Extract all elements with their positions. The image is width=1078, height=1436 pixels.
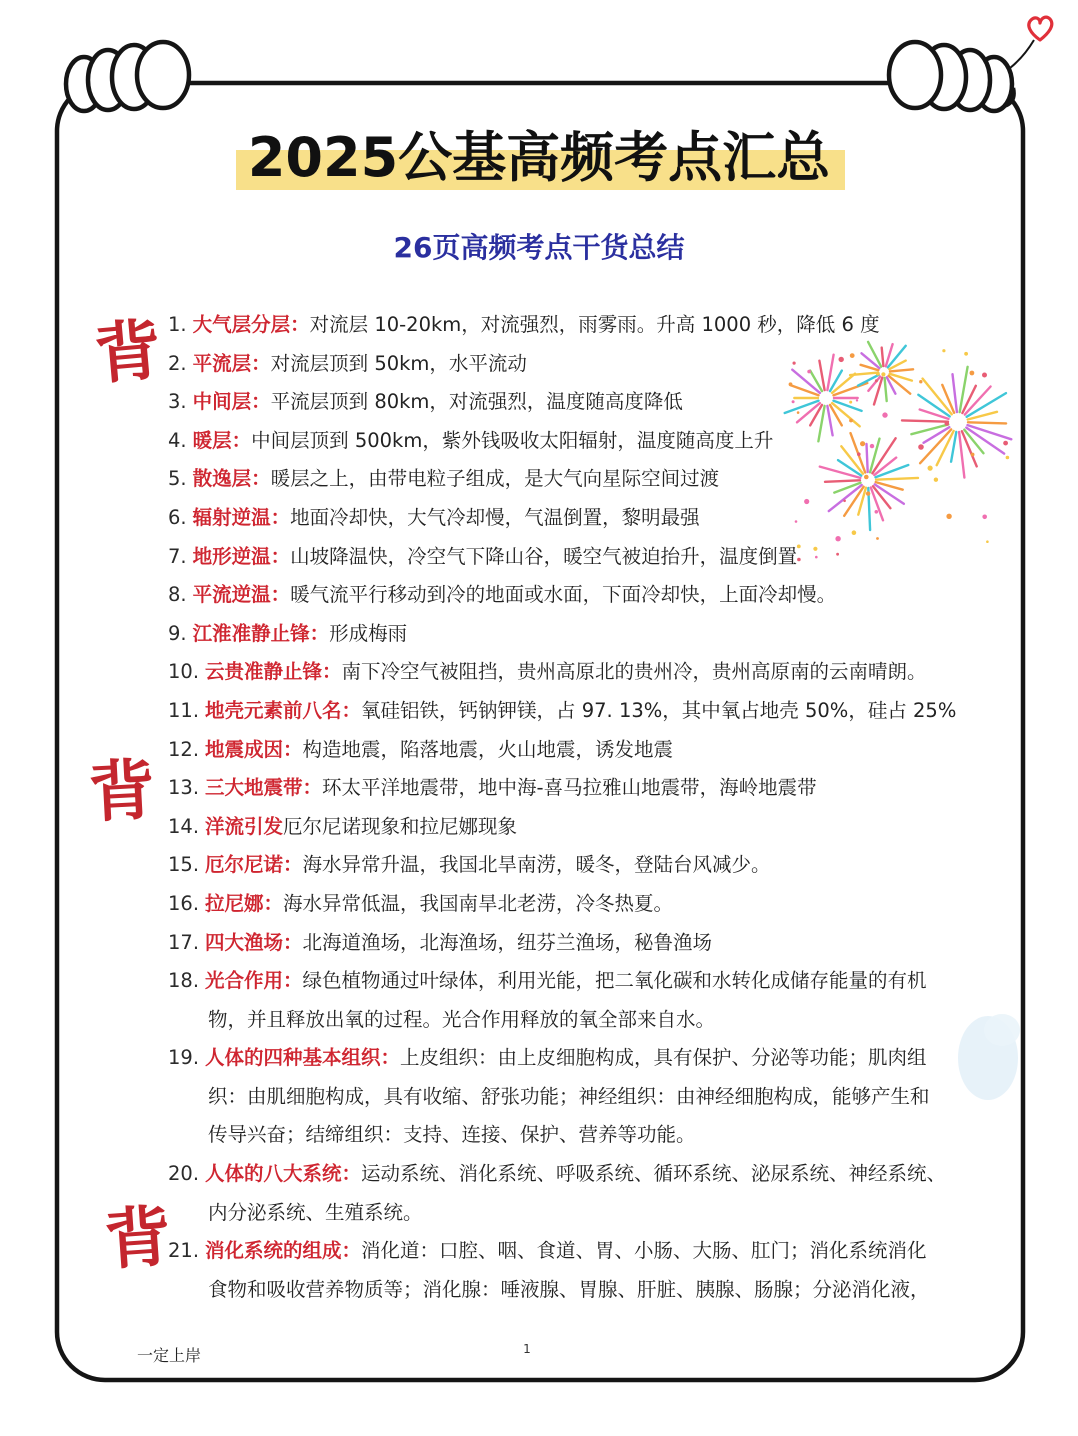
list-item [168,846,968,885]
item-term: 暖层： [192,428,252,452]
item-term: 三大地震带： [205,776,323,800]
item-first-line [168,924,968,963]
item-description: 中间层顶到 500km，紫外钱吸收太阳辐射，温度随高度上升 [251,428,774,452]
item-first-line [168,538,968,577]
sparkle-dot [1006,456,1010,460]
item-term: 人体的八大系统： [205,1162,362,1186]
firework-ray [968,422,1006,423]
list-item [168,1155,968,1232]
item-term: 大气层分层： [192,313,310,336]
item-first-line [168,731,968,770]
item-term: 江淮准静止锋： [192,621,330,645]
item-description: 对流层顶到 50km，水平流动 [270,351,527,375]
item-description: 消化道：口腔、咽、食道、胃、小肠、大肠、肛门；消化系统消化 [361,1239,927,1263]
item-term: 地震成因： [205,737,303,761]
item-number: 1. [168,313,187,336]
item-description: 暖层之上，由带电粒子组成，是大气向星际空间过渡 [270,467,720,491]
sparkle-dot [986,540,989,543]
item-term: 云贵准静止锋： [205,660,342,684]
heart-string [1010,40,1034,68]
item-description: 环太平洋地震带，地中海-喜马拉雅山地震带，海岭地震带 [322,776,817,800]
memorize-mark: 背 [91,310,165,394]
item-first-line [168,1155,968,1194]
item-first-line [168,460,968,499]
list-item [168,306,968,345]
page-subtitle: 26页高频考点干货总结 [393,231,685,264]
item-first-line [168,383,968,422]
item-number: 3. [168,390,187,414]
item-description: 绿色植物通过叶绿体，利用光能，把二氧化碳和水转化成储存能量的有机 [302,969,927,993]
key-points-list [168,306,968,1309]
item-term: 平流层： [192,351,271,375]
item-number: 11. [168,698,200,722]
item-first-line [168,692,968,731]
item-description: 对流层 10-20km，对流强烈，雨雾雨。升高 1000 秒，降低 6 度 [309,313,880,336]
item-description: 构造地震，陷落地震，火山地震，诱发地震 [302,737,674,761]
coil-loop [889,42,941,108]
blob-shape [984,1014,1020,1046]
item-number: 13. [168,776,200,800]
item-first-line [168,808,968,847]
item-number: 2. [168,351,187,375]
list-item [168,885,968,924]
item-continuation-line: 传导兴奋；结缔组织：支持、连接、保护、营养等功能。 [208,1123,696,1147]
sparkle-dot [982,515,987,520]
item-continuation-line: 织：由肌细胞构成，具有收缩、舒张功能；神经组织：由神经细胞构成，能够产生和 [208,1084,930,1108]
sparkle-dot [970,371,975,376]
sparkle-dot [971,453,975,457]
item-description: 氧硅铝铁，钙钠钾镁，占 97. 13%，其中氧占地壳 50%，硅占 25% [361,698,957,722]
item-term: 拉尼娜： [205,891,284,915]
list-item [168,460,968,499]
page-number: 1 [523,1342,531,1356]
item-continuation-line: 内分泌系统、生殖系统。 [208,1200,423,1224]
item-description: 海水异常升温，我国北旱南涝，暖冬，登陆台风减少。 [302,853,771,877]
item-term: 地形逆温： [192,544,291,568]
item-number: 5. [168,467,187,491]
item-term: 平流逆温： [192,583,291,607]
list-item [168,576,968,615]
item-term: 厄尔尼诺： [205,853,303,877]
item-number: 18. [168,969,200,993]
item-first-line [168,422,968,461]
item-term: 中间层： [192,390,271,414]
item-first-line [168,653,968,692]
item-description: 厄尔尼诺现象和拉尼娜现象 [283,814,518,838]
spiral-coil-icon [889,42,1014,111]
item-term: 光合作用： [205,969,303,993]
item-term: 辐射逆温： [192,505,291,529]
item-number: 12. [168,737,200,761]
item-term: 四大渔场： [205,930,303,954]
list-item [168,615,968,654]
list-item [168,808,968,847]
item-number: 4. [168,428,187,452]
list-item [168,538,968,577]
list-item [168,345,968,384]
list-item [168,769,968,808]
item-number: 6. [168,505,187,529]
item-first-line [168,769,968,808]
list-item [168,422,968,461]
item-first-line [168,615,968,654]
item-number: 14. [168,814,200,838]
item-description: 运动系统、消化系统、呼吸系统、循环系统、泌尿系统、神经系统、 [361,1162,947,1186]
footer-slogan: 一定上岸 [137,1346,202,1365]
list-item [168,1232,968,1309]
item-number: 19. [168,1046,200,1070]
item-number: 9. [168,621,187,645]
list-item [168,383,968,422]
item-first-line [168,1232,968,1271]
item-description: 平流层顶到 80km，对流强烈，温度随高度降低 [270,390,683,414]
item-description: 北海道渔场，北海渔场，纽芬兰渔场，秘鲁渔场 [302,930,713,954]
heart-icon [1029,17,1052,40]
list-item [168,653,968,692]
item-first-line [168,306,968,345]
item-term: 洋流引发 [205,814,284,838]
list-item [168,499,968,538]
item-description: 地面冷却快，大气冷却慢，气温倒置，黎明最强 [290,505,700,529]
item-number: 10. [168,660,200,684]
item-number: 17. [168,930,200,954]
sparkle-dot [1003,441,1008,446]
memorize-mark: 背 [87,750,157,832]
item-description: 形成梅雨 [329,621,408,645]
item-first-line [168,576,968,615]
item-term: 地壳元素前八名： [205,698,362,722]
item-first-line [168,345,968,384]
spiral-coil-icon [66,42,189,111]
sparkle-dot [982,373,987,378]
item-number: 15. [168,853,200,877]
list-item [168,731,968,770]
list-item [168,692,968,731]
memorize-mark: 背 [102,1196,174,1280]
item-first-line [168,885,968,924]
list-item [168,1039,968,1155]
item-number: 20. [168,1162,200,1186]
item-number: 16. [168,891,200,915]
item-continuation-line: 物，并且释放出氧的过程。光合作用释放的氧全部来自水。 [208,1007,716,1031]
item-term: 人体的四种基本组织： [205,1046,401,1070]
item-number: 21. [168,1239,200,1263]
item-first-line [168,846,968,885]
list-item [168,924,968,963]
item-first-line [168,962,968,1001]
item-first-line [168,1039,968,1078]
list-item [168,962,968,1039]
item-term: 散逸层： [192,467,271,491]
item-first-line [168,499,968,538]
coil-loop [137,42,189,108]
item-term: 消化系统的组成： [205,1239,362,1263]
item-description: 海水异常低温，我国南旱北老涝，冷冬热夏。 [283,891,674,915]
item-number: 7. [168,544,187,568]
item-description: 上皮组织：由上皮细胞构成，具有保护、分泌等功能；肌肉组 [400,1046,927,1070]
item-description: 南下冷空气被阻挡，贵州高原北的贵州冷，贵州高原南的云南晴朗。 [341,660,927,684]
page-title: 2025公基高频考点汇总 [247,126,831,189]
item-continuation-line: 食物和吸收营养物质等；消化腺：唾液腺、胃腺、肝脏、胰腺、肠腺；分泌消化液， [208,1277,930,1301]
item-description: 山坡降温快，冷空气下降山谷，暖空气被迫抬升，温度倒置 [290,544,798,568]
item-description: 暖气流平行移动到冷的地面或水面，下面冷却快，上面冷却慢。 [290,583,837,607]
item-number: 8. [168,583,187,607]
